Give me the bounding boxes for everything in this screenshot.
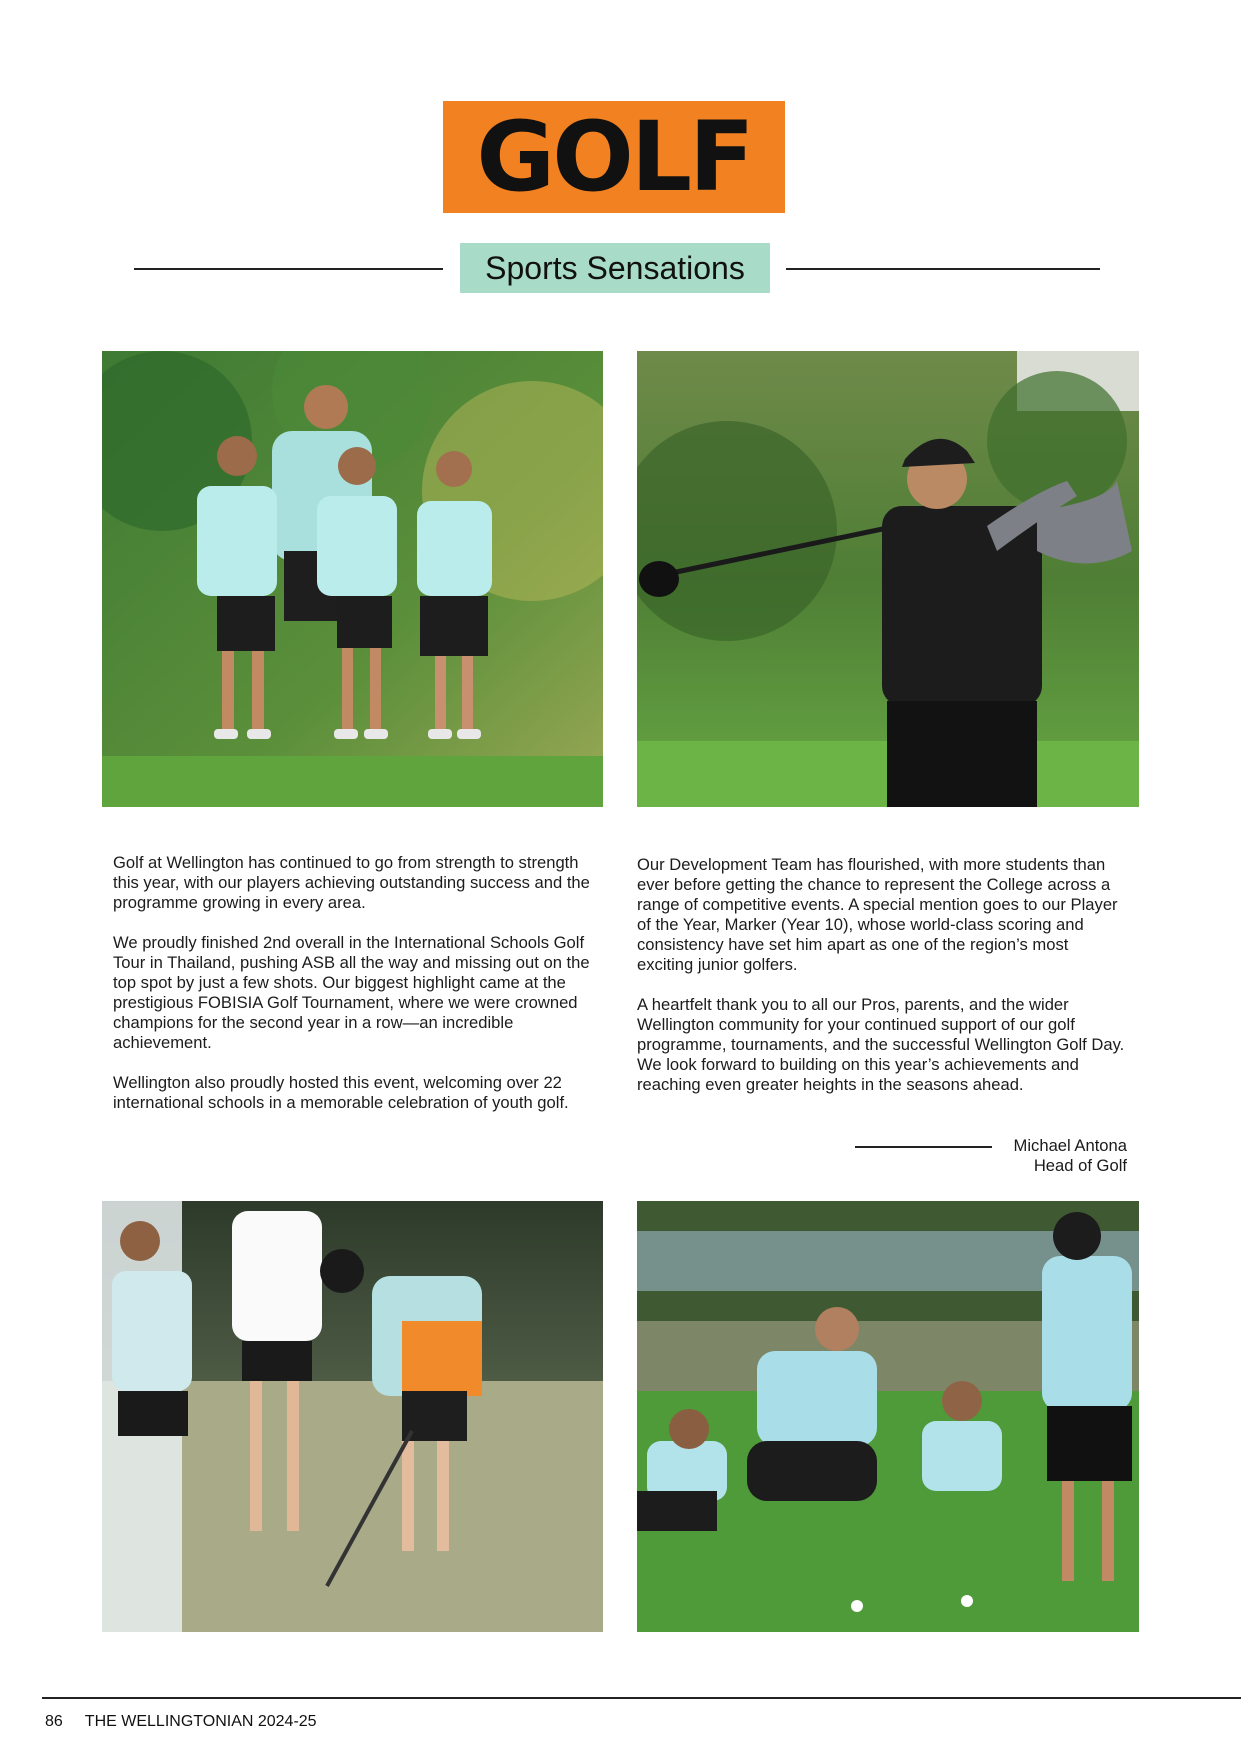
player-swing-photo bbox=[637, 351, 1139, 807]
article-paragraph: A heartfelt thank you to all our Pros, parents, and the wider Wellington community for your continued support of our golf programme, tournaments, and the successful Wellington Golf Day. We look forward to building on this year’s achievements and reaching even greater heights in the seasons ahead. bbox=[637, 995, 1125, 1094]
coaching-photo bbox=[637, 1201, 1139, 1632]
subtitle-rule-right bbox=[786, 268, 1100, 270]
article-right-column bbox=[637, 855, 1127, 1115]
article-paragraph: Golf at Wellington has continued to go from strength to strength this year, with our players achieving outstanding success and the programme growing in every area. bbox=[113, 853, 590, 912]
publication-name: THE WELLINGTONIAN 2024-25 bbox=[84, 1713, 317, 1730]
page-number: 86 bbox=[45, 1713, 63, 1730]
article-paragraph: We proudly finished 2nd overall in the International Schools Golf Tour in Thailand, pushing ASB all the way and missing out on the top spot by just a few shots. Our biggest highlight came at the prestigious FOBISIA Golf Tournament, where we were crowned champions for the second year in a row—an incredible achievement. bbox=[113, 933, 590, 1052]
author-signoff bbox=[1014, 1136, 1127, 1176]
signoff-rule bbox=[855, 1146, 992, 1148]
section-title: GOLF bbox=[476, 101, 752, 213]
article-left-column bbox=[113, 853, 593, 1133]
subtitle-badge bbox=[460, 243, 770, 293]
section-subtitle: Sports Sensations bbox=[485, 249, 745, 286]
page-footer bbox=[45, 1713, 317, 1731]
team-photo bbox=[102, 351, 603, 807]
author-role: Head of Golf bbox=[1033, 1156, 1127, 1175]
article-paragraph: Our Development Team has flourished, with more students than ever before getting the chance to represent the College across a range of competitive events. A special mention goes to our Player of the Year, Marker (Year 10), whose world-class scoring and consistency have set him apart as one of the region’s most exciting junior golfers. bbox=[637, 855, 1118, 974]
section-title-banner bbox=[443, 101, 785, 213]
article-paragraph: Wellington also proudly hosted this event, welcoming over 22 international schools in a memorable celebration of youth golf. bbox=[113, 1073, 569, 1112]
subtitle-rule-left bbox=[134, 268, 443, 270]
putting-photo bbox=[102, 1201, 603, 1632]
footer-rule bbox=[42, 1697, 1241, 1699]
author-name: Michael Antona bbox=[1013, 1136, 1127, 1155]
